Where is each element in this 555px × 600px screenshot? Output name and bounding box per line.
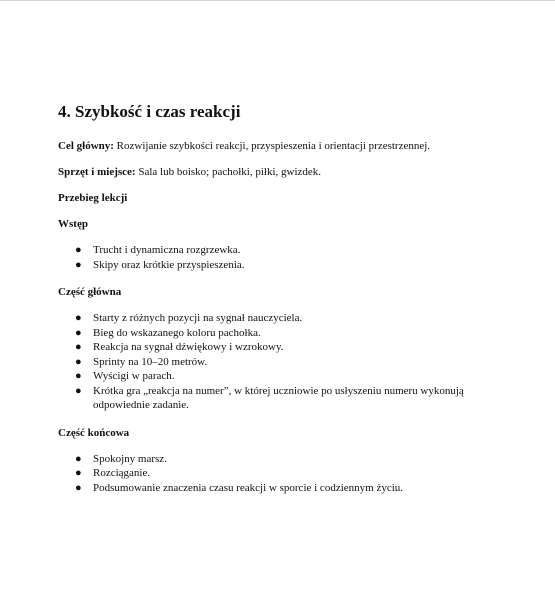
bullet-icon: ● <box>75 312 82 324</box>
list-item-text: Krótka gra „reakcja na numer”, w której uczniowie po usłyszeniu numeru wykonują odpowiednie zadanie. <box>93 384 464 411</box>
bullet-icon: ● <box>75 244 82 256</box>
bullet-icon: ● <box>75 370 82 382</box>
list-item-text: Skipy oraz krótkie przyspieszenia. <box>93 258 245 271</box>
section-heading: Wstęp <box>58 218 88 230</box>
list-item <box>58 243 498 258</box>
list-item <box>58 452 498 467</box>
list-item-text: Starty z różnych pozycji na sygnał nauczyciela. <box>93 312 303 324</box>
goal-text: Rozwijanie szybkości reakcji, przyspieszenia i orientacji przestrzennej. <box>113 140 431 152</box>
section-intro <box>58 217 498 272</box>
list-item-text: Podsumowanie znaczenia czasu reakcji w sporcie i codziennym życiu. <box>93 481 404 494</box>
goal-paragraph <box>58 139 498 154</box>
top-divider <box>0 0 555 1</box>
list-item <box>58 481 498 496</box>
bullet-icon: ● <box>75 452 82 465</box>
section-main <box>58 285 498 413</box>
list-item-text: Trucht i dynamiczna rozgrzewka. <box>93 244 241 256</box>
goal-label: Cel główny: <box>58 140 114 152</box>
section-closing <box>58 426 498 496</box>
bullet-icon: ● <box>75 326 82 339</box>
list-item-text: Sprinty na 10–20 metrów. <box>93 355 208 368</box>
equipment-text: Sala lub boisko; pachołki, piłki, gwizdek. <box>135 166 322 178</box>
list-item <box>58 258 498 273</box>
bullet-list <box>58 311 498 413</box>
list-item-text: Reakcja na sygnał dźwiękowy i wzrokowy. <box>93 341 284 353</box>
list-item <box>58 326 498 341</box>
list-item-text: Spokojny marsz. <box>93 452 167 465</box>
bullet-icon: ● <box>75 384 82 397</box>
bullet-icon: ● <box>75 481 82 494</box>
lesson-heading: Przebieg lekcji <box>58 192 128 204</box>
section-heading: Część główna <box>58 286 122 298</box>
list-item <box>58 384 498 413</box>
list-item-text: Wyścigi w parach. <box>93 370 175 382</box>
list-item <box>58 466 498 481</box>
equipment-paragraph <box>58 165 498 180</box>
bullet-icon: ● <box>75 355 82 368</box>
page-title: 4. Szybkość i czas reakcji <box>58 102 241 121</box>
bullet-list <box>58 243 498 272</box>
list-item <box>58 369 498 384</box>
bullet-list <box>58 452 498 496</box>
bullet-icon: ● <box>75 258 82 271</box>
equipment-label: Sprzęt i miejsce: <box>58 166 136 178</box>
list-item <box>58 355 498 370</box>
bullet-icon: ● <box>75 467 82 479</box>
list-item-text: Bieg do wskazanego koloru pachołka. <box>93 326 261 339</box>
list-item <box>58 311 498 326</box>
bullet-icon: ● <box>75 341 82 353</box>
section-heading: Część końcowa <box>58 426 130 439</box>
list-item <box>58 340 498 355</box>
document-page <box>58 101 498 508</box>
list-item-text: Rozciąganie. <box>93 467 151 479</box>
